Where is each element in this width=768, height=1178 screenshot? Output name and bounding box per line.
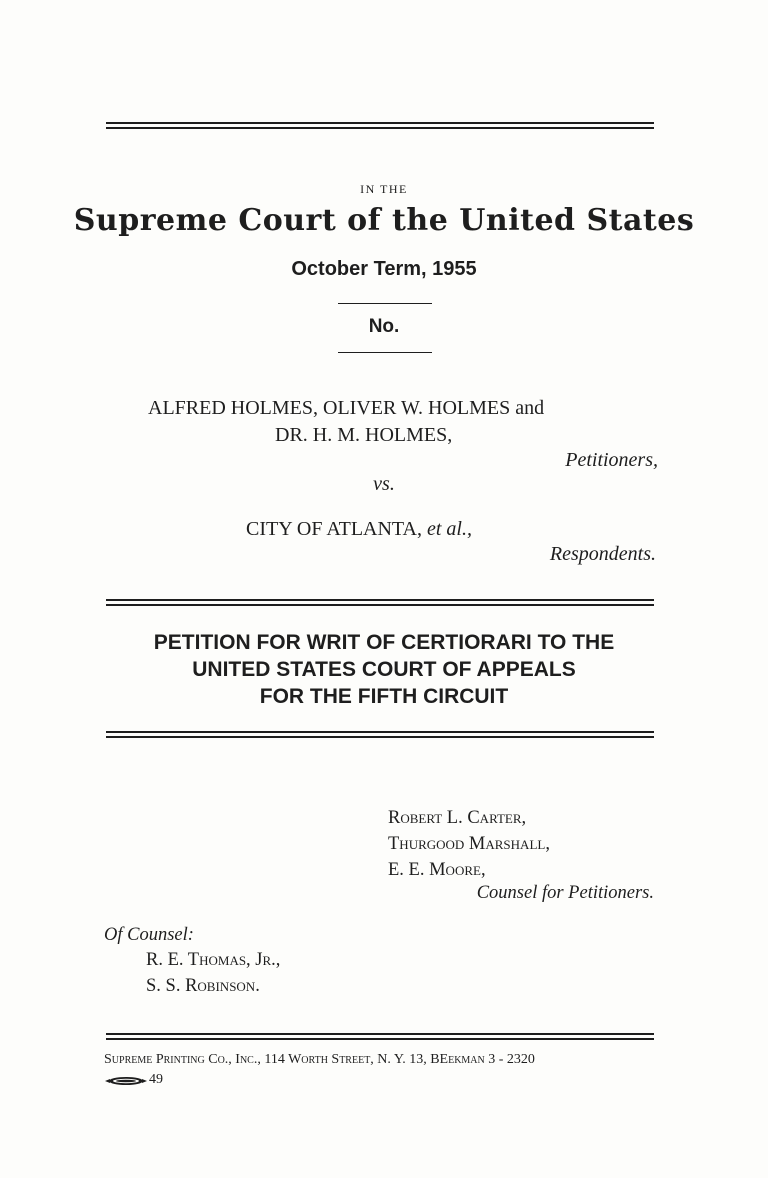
counsel-name: Robert L. Carter, (388, 808, 527, 828)
docket-number: No. (368, 316, 400, 337)
job-number: 49 (149, 1072, 163, 1087)
of-counsel-block (146, 947, 280, 999)
versus-label: vs. (373, 473, 395, 495)
title-top-double-rule (106, 599, 654, 606)
counsel-name: Thurgood Marshall, (388, 834, 550, 854)
printer-imprint: Supreme Printing Co., Inc., 114 Worth Street, N. Y. 13, BEekman 3 - 2320 (104, 1052, 535, 1067)
counsel-block (388, 805, 550, 883)
term-heading: October Term, 1955 (291, 258, 477, 280)
of-counsel-name: R. E. Thomas, Jr., (146, 950, 281, 970)
petitioners-line-2: DR. H. M. HOLMES, (275, 424, 453, 446)
petition-title-line-2: UNITED STATES COURT OF APPEALS (192, 658, 576, 681)
petitioners-line-1: ALFRED HOLMES, OLIVER W. HOLMES and (148, 397, 545, 419)
counsel-name: E. E. Moore, (388, 860, 486, 880)
counsel-role: Counsel for Petitioners. (476, 883, 654, 903)
respondent-line (246, 518, 472, 541)
docket-bottom-rule (338, 352, 432, 353)
footer-double-rule (106, 1033, 654, 1040)
in-the-label: IN THE (360, 182, 408, 196)
union-label-icon (104, 1076, 148, 1086)
petition-title-line-1: PETITION FOR WRIT OF CERTIORARI TO THE (153, 631, 615, 654)
of-counsel-name: S. S. Robinson. (146, 976, 260, 996)
respondent-name: CITY OF ATLANTA, (246, 518, 422, 540)
petition-title (0, 629, 768, 710)
respondent-et-al: et al., (427, 518, 472, 540)
respondents-role: Respondents. (549, 543, 656, 565)
of-counsel-label: Of Counsel: (104, 925, 194, 945)
docket-top-rule (338, 303, 432, 304)
petition-title-line-3: FOR THE FIFTH CIRCUIT (259, 685, 509, 708)
title-bottom-double-rule (106, 731, 654, 738)
petitioners-role: Petitioners, (565, 449, 658, 471)
top-double-rule (106, 122, 654, 129)
court-name: Supreme Court of the United States (73, 203, 695, 238)
